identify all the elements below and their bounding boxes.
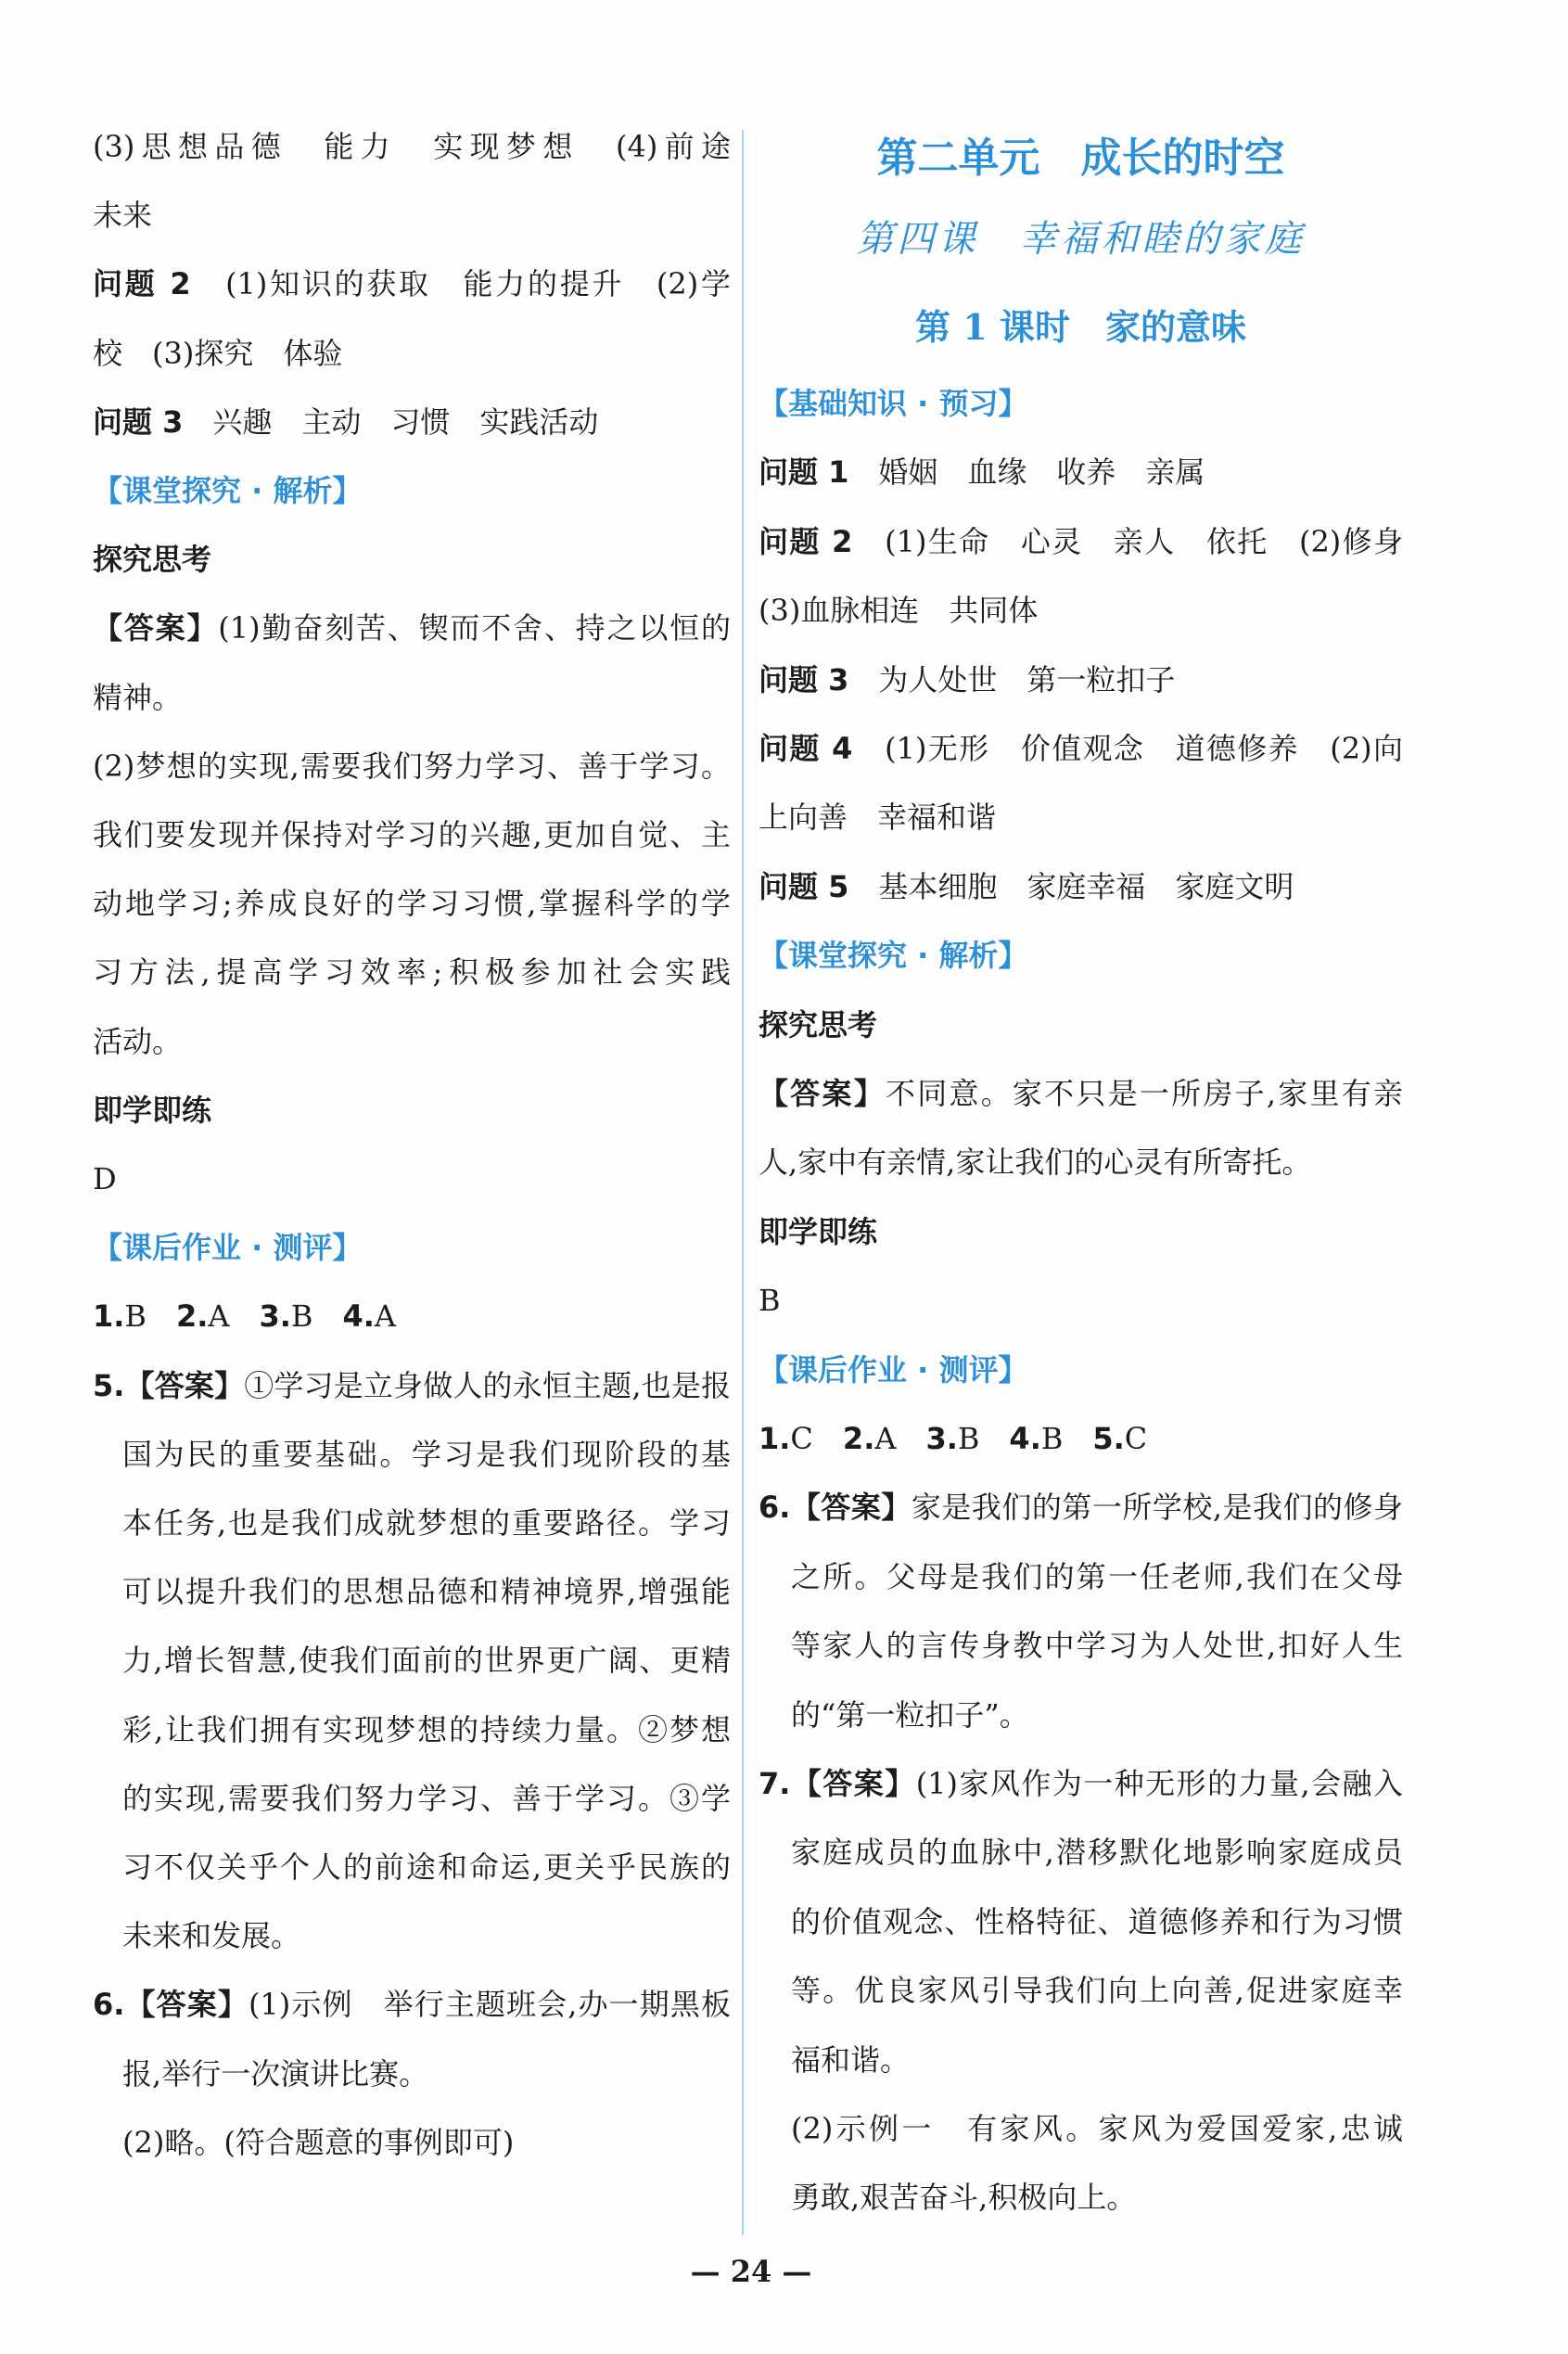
text-segment: 可以提升我们的思想品德和精神境界,增强能 <box>122 1574 731 1610</box>
text-line <box>122 1707 731 1753</box>
text-line <box>791 1899 1403 1945</box>
text-segment: (2)略。(符合题意的事例即可) <box>122 2124 515 2160</box>
bold-label: 1. <box>759 1421 791 1456</box>
text-line <box>759 1139 1403 1185</box>
text-line <box>791 1967 1403 2014</box>
bold-label: 4. <box>1009 1421 1041 1456</box>
text-segment: A <box>874 1421 926 1456</box>
text-segment: ①学习是立身做人的永恒主题,也是报 <box>244 1367 731 1403</box>
text-line <box>93 674 731 721</box>
text-segment: 之所。父母是我们的第一任老师,我们在父母 <box>791 1558 1403 1594</box>
text-segment: B <box>759 1283 781 1319</box>
bold-label: 探究思考 <box>759 1006 878 1043</box>
bold-label: 6.【答案】 <box>93 1987 249 2023</box>
text-line <box>93 880 731 927</box>
text-line <box>93 743 731 789</box>
text-line <box>759 794 1403 840</box>
text-segment: (3)血脉相连 共同体 <box>759 593 1039 629</box>
text-segment: 家庭成员的血脉中,潜移默化地影响家庭成员 <box>791 1835 1403 1871</box>
text-line <box>122 1775 731 1822</box>
section-heading <box>93 467 731 514</box>
bold-label: 2. <box>175 1299 209 1335</box>
text-segment: (1)家风作为一种无形的力量,会融入 <box>915 1766 1403 1801</box>
page-number: — 24 — <box>690 2254 812 2289</box>
text-segment: (2)梦想的实现,需要我们努力学习、善于学习。 <box>93 748 731 784</box>
text-segment: (2)示例一 有家风。家风为爱国爱家,忠诚 <box>791 2111 1403 2146</box>
text-line <box>759 1484 1403 1530</box>
bold-label: 3. <box>259 1299 291 1335</box>
text-line <box>93 192 731 238</box>
text-line <box>93 1156 731 1202</box>
text-segment: (1)无形 价值观念 道德修养 (2)向 <box>852 731 1403 766</box>
section-heading <box>759 932 1403 979</box>
text-segment: 基本细胞 家庭幸福 家庭文明 <box>848 868 1294 904</box>
text-line <box>93 1018 731 1065</box>
text-line <box>122 1637 731 1683</box>
text-segment: (1)勤奋刻苦、锲而不舍、持之以恒的 <box>218 610 731 646</box>
text-segment: 精神。 <box>93 679 183 715</box>
bold-label: 5.【答案】 <box>93 1367 245 1403</box>
text-line <box>93 399 731 445</box>
text-line <box>759 518 1403 565</box>
text-segment: B <box>957 1421 1010 1456</box>
text-line <box>791 1554 1403 1600</box>
text-line <box>93 123 731 170</box>
bold-label: 探究思考 <box>93 542 212 578</box>
text-line <box>93 1981 731 2028</box>
text-segment: B <box>1040 1421 1093 1456</box>
bold-label: 2. <box>842 1421 875 1456</box>
bold-label: 问题 2 <box>93 266 191 302</box>
section-heading <box>759 380 1403 427</box>
period-title: 第 1 课时 家的意味 <box>915 306 1246 348</box>
text-line <box>122 1431 731 1478</box>
text-segment: 习方法,提高学习效率;积极参加社会实践 <box>93 954 731 991</box>
text-line <box>791 1829 1403 1875</box>
text-segment: 我们要发现并保持对学习的兴趣,更加自觉、主 <box>93 817 731 852</box>
text-segment: 兴趣 主动 习惯 实践活动 <box>183 403 599 440</box>
text-segment: 未来 <box>93 198 153 234</box>
text-segment: 的实现,需要我们努力学习、善于学习。③学 <box>122 1780 731 1816</box>
section-heading <box>93 1224 731 1271</box>
text-line <box>791 1622 1403 1669</box>
text-segment: D <box>93 1161 117 1196</box>
text-segment: 人,家中有亲情,家让我们的心灵有所寄托。 <box>759 1145 1312 1181</box>
text-segment: A <box>208 1299 260 1335</box>
bold-label: 【课堂探究 · 解析】 <box>93 473 363 508</box>
text-line <box>93 949 731 995</box>
text-line <box>93 605 731 651</box>
bold-label: 问题 2 <box>759 523 853 559</box>
text-segment: 活动。 <box>93 1023 183 1059</box>
column-divider <box>742 130 744 2235</box>
text-segment: (1)示例 举行主题班会,办一期黑板 <box>248 1987 731 2023</box>
text-line <box>93 330 731 377</box>
subheading <box>93 1087 731 1133</box>
text-segment: 为人处世 第一粒扣子 <box>848 661 1176 697</box>
text-segment: (1)生命 心灵 亲人 依托 (2)修身 <box>852 523 1403 559</box>
bold-label: 7.【答案】 <box>759 1766 916 1801</box>
text-segment: 等家人的言传身教中学习为人处世,扣好人生 <box>791 1628 1403 1664</box>
text-segment: 福和谐。 <box>791 2041 911 2078</box>
text-line <box>759 725 1403 772</box>
text-segment: C <box>1124 1421 1148 1456</box>
bold-label: 即学即练 <box>93 1092 212 1128</box>
text-segment: (3)思想品德 能力 实现梦想 (4)前途 <box>93 129 731 164</box>
text-line <box>122 1913 731 1959</box>
text-line <box>93 1363 731 1409</box>
text-segment: 婚姻 血缘 收养 亲属 <box>848 454 1205 491</box>
unit-title: 第二单元 成长的时空 <box>876 134 1285 182</box>
text-segment: 校 (3)探究 体验 <box>93 335 343 371</box>
subheading <box>759 1209 1403 1255</box>
text-segment: 报,举行一次演讲比赛。 <box>122 2055 429 2092</box>
bold-label: 即学即练 <box>759 1213 878 1249</box>
bold-label: 【课堂探究 · 解析】 <box>759 938 1028 974</box>
text-segment: 勇敢,艰苦奋斗,积极向上。 <box>791 2180 1137 2216</box>
text-segment: 力,增长智慧,使我们面前的世界更广阔、更精 <box>122 1643 731 1679</box>
bold-label: 【基础知识 · 预习】 <box>759 386 1028 421</box>
bold-label: 【课后作业 · 测评】 <box>759 1351 1028 1388</box>
bold-label: 4. <box>342 1299 375 1335</box>
bold-label: 【答案】 <box>759 1076 886 1111</box>
text-segment: 习不仅关乎个人的前途和命运,更关乎民族的 <box>122 1849 731 1885</box>
text-line <box>122 1500 731 1546</box>
bold-label: 3. <box>925 1421 958 1456</box>
text-segment: 国为民的重要基础。学习是我们现阶段的基 <box>122 1436 731 1472</box>
text-line <box>759 1277 1403 1324</box>
bold-label: 6.【答案】 <box>759 1490 911 1526</box>
text-segment: 上向善 幸福和谐 <box>759 800 997 836</box>
lesson-title: 第四课 幸福和睦的家庭 <box>856 218 1306 261</box>
text-segment: 的“第一粒扣子”。 <box>791 1696 1029 1733</box>
text-segment: C <box>790 1421 843 1456</box>
text-line <box>759 864 1403 910</box>
text-segment: 的价值观念、性格特征、道德修养和行为习惯 <box>791 1903 1403 1939</box>
text-segment: 动地学习;养成良好的学习习惯,掌握科学的学 <box>93 886 731 922</box>
bold-label: 问题 3 <box>93 403 184 440</box>
bold-label: 问题 3 <box>759 661 849 697</box>
bold-label: 问题 1 <box>759 454 849 491</box>
text-line <box>759 449 1403 495</box>
bold-label: 问题 4 <box>759 731 853 766</box>
text-segment: B <box>124 1299 176 1335</box>
text-line <box>93 261 731 307</box>
text-segment: 等。优良家风引导我们向上向善,促进家庭幸 <box>791 1973 1403 2009</box>
text-line <box>122 2051 731 2097</box>
text-line <box>93 1293 731 1339</box>
text-line <box>759 657 1403 703</box>
bold-label: 问题 5 <box>759 868 849 904</box>
text-segment: 不同意。家不只是一所房子,家里有亲 <box>885 1076 1403 1111</box>
text-line <box>122 2119 731 2166</box>
text-line <box>93 812 731 858</box>
text-line <box>759 1760 1403 1807</box>
text-segment: 家是我们的第一所学校,是我们的修身 <box>911 1490 1403 1526</box>
bold-label: 【课后作业 · 测评】 <box>93 1230 363 1266</box>
text-segment: A <box>374 1299 396 1335</box>
bold-label: 1. <box>93 1299 125 1335</box>
text-segment: 本任务,也是我们成就梦想的重要路径。学习 <box>122 1505 731 1541</box>
text-segment: 彩,让我们拥有实现梦想的持续力量。②梦想 <box>122 1711 731 1747</box>
subheading <box>759 1002 1403 1048</box>
text-line <box>759 587 1403 633</box>
text-line <box>759 1070 1403 1117</box>
text-line <box>791 2105 1403 2152</box>
text-line <box>791 1692 1403 1738</box>
text-line <box>759 1415 1403 1462</box>
text-segment: (1)知识的获取 能力的提升 (2)学 <box>190 266 731 302</box>
text-segment: 未来和发展。 <box>122 1918 301 1954</box>
section-heading <box>759 1347 1403 1393</box>
subheading <box>93 536 731 582</box>
text-line <box>791 2037 1403 2083</box>
text-segment: B <box>290 1299 343 1335</box>
bold-label: 5. <box>1092 1421 1125 1456</box>
text-line <box>122 1568 731 1615</box>
text-line <box>122 1844 731 1890</box>
bold-label: 【答案】 <box>93 610 219 646</box>
text-line <box>791 2174 1403 2220</box>
